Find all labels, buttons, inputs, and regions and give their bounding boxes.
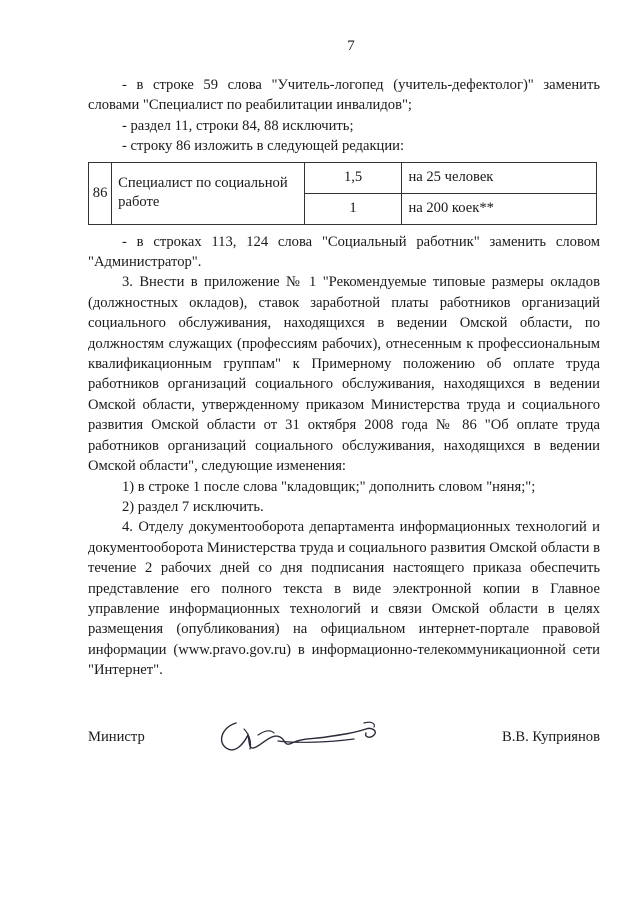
note-cell: на 200 коек** <box>402 193 597 224</box>
paragraph-line-59: - в строке 59 слова "Учитель-логопед (учитель-дефектолог)" заменить словами "Специалист по реабилитации инвалидов"; <box>88 77 600 114</box>
paragraph-section-11: - раздел 11, строки 84, 88 исключить; <box>122 117 354 134</box>
note-cell: на 25 человек <box>402 162 597 193</box>
amendment-table <box>88 162 597 225</box>
page-number: 7 <box>347 38 355 54</box>
signatory-name: В.В. Куприянов <box>502 728 600 745</box>
value-cell: 1,5 <box>304 162 402 193</box>
paragraph-item-3: 3. Внести в приложение № 1 "Рекомендуемые типовые размеры окладов (должностных окладов), ставок заработной платы работников организаций социального обслуживания, находящихся в ведении Омской области, по должностям служащих (профессиям рабочих), отнесенным к профессиональным квалификационным группам" к Примерному положению об оплате труда работников организаций социального обслуживания, находящихся в ведении Омской области, утвержденному приказом Министерства труда и социального развития Омской области от 31 октября 2008 года № 86 "Об оплате труда работников организаций социального обслуживания, находящихся в ведении Омской области", следующие изменения: <box>88 274 600 475</box>
paragraph-subitem-2: 2) раздел 7 исключить. <box>122 498 264 515</box>
document-body <box>88 75 600 763</box>
paragraph-lines-113-124: - в строках 113, 124 слова "Социальный работник" заменить словом "Администратор". <box>88 233 600 271</box>
handwritten-signature-icon <box>214 713 414 761</box>
paragraph-item-4: 4. Отделу документооборота департамента информационных технологий и документооборота Министерства труда и социального развития Омской области в течение 2 рабочих дней со дня подписания настоящего приказа обеспечить представление его полного текста в виде электронной копии в Главное управление информационных технологий и связи Омской области в целях размещения (опубликования) на официальном интернет-портале правовой информации (www.pravo.gov.ru) в информационно-телекоммуникационной сети "Интернет". <box>88 519 600 679</box>
position-cell: Специалист по социальной работе <box>112 162 305 224</box>
paragraph-line-86: - строку 86 изложить в следующей редакции: <box>122 138 405 155</box>
table-row <box>89 162 597 193</box>
value-cell: 1 <box>304 193 402 224</box>
signature-block <box>88 713 600 763</box>
paragraph-subitem-1: 1) в строке 1 после слова "кладовщик;" дополнить словом "няня;"; <box>122 478 536 495</box>
row-number-cell: 86 <box>89 162 112 224</box>
signatory-title: Министр <box>88 728 145 745</box>
